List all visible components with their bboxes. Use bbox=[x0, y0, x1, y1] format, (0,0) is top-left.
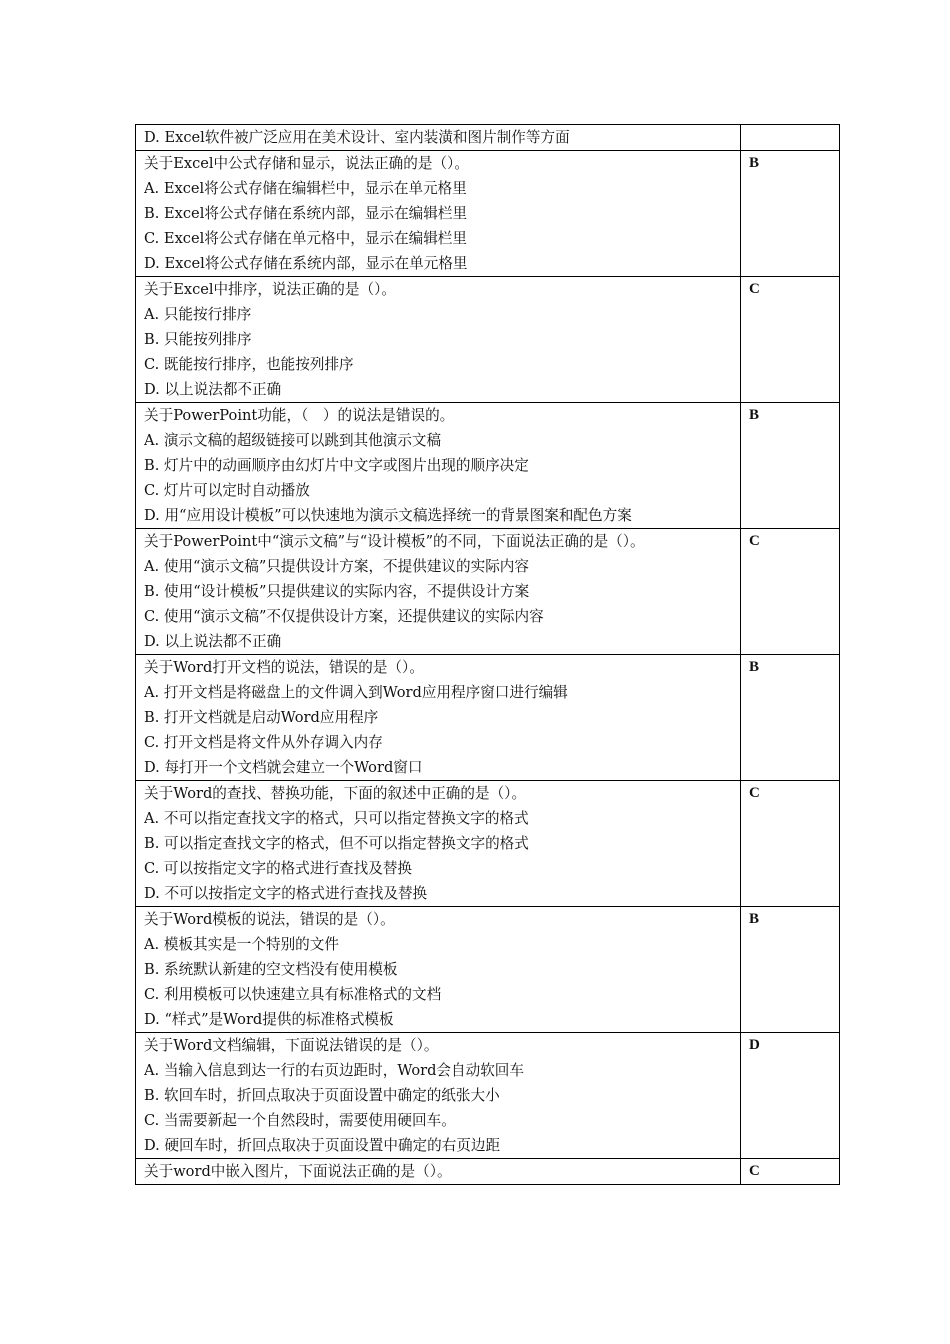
question-table bbox=[135, 124, 840, 1185]
answer-cell bbox=[741, 655, 840, 781]
question-cell bbox=[136, 655, 741, 781]
option-text: A. 当输入信息到达一行的右页边距时，Word会自动软回车 bbox=[144, 1062, 524, 1079]
question-text: 关于Excel中公式存储和显示，说法正确的是（）。 bbox=[144, 155, 469, 172]
question-cell bbox=[136, 403, 741, 529]
option-text: D. Excel将公式存储在系统内部，显示在单元格里 bbox=[144, 255, 468, 272]
option-text: D. 硬回车时，折回点取决于页面设置中确定的右页边距 bbox=[144, 1137, 501, 1154]
question-text: 关于Word的查找、替换功能，下面的叙述中正确的是（）。 bbox=[144, 785, 527, 802]
question-cell bbox=[136, 1033, 741, 1159]
question-row bbox=[136, 125, 840, 151]
question-row bbox=[136, 529, 840, 655]
question-row bbox=[136, 277, 840, 403]
answer-cell bbox=[741, 781, 840, 907]
question-text: 关于Excel中排序，说法正确的是（）。 bbox=[144, 281, 396, 298]
option-text: B. 系统默认新建的空文档没有使用模板 bbox=[144, 961, 398, 978]
option-text: D. “样式”是Word提供的标准格式模板 bbox=[144, 1011, 394, 1028]
option-text: C. Excel将公式存储在单元格中，显示在编辑栏里 bbox=[144, 230, 467, 247]
option-text: D. 每打开一个文档就会建立一个Word窗口 bbox=[144, 759, 423, 776]
question-row bbox=[136, 1159, 840, 1185]
answer-letter: B bbox=[749, 911, 760, 927]
answer-cell bbox=[741, 125, 840, 151]
option-text: C. 打开文档是将文件从外存调入内存 bbox=[144, 734, 383, 751]
question-text: D. Excel软件被广泛应用在美术设计、室内装潢和图片制作等方面 bbox=[144, 129, 570, 146]
answer-letter: C bbox=[749, 533, 760, 549]
answer-letter: C bbox=[749, 1163, 760, 1179]
option-text: D. 不可以按指定文字的格式进行查找及替换 bbox=[144, 885, 428, 902]
question-text: 关于PowerPoint功能，（ ）的说法是错误的。 bbox=[144, 407, 455, 424]
question-text: 关于Word文档编辑，下面说法错误的是（）。 bbox=[144, 1037, 439, 1054]
answer-cell bbox=[741, 1033, 840, 1159]
option-text: B. 可以指定查找文字的格式，但不可以指定替换文字的格式 bbox=[144, 835, 529, 852]
option-text: A. Excel将公式存储在编辑栏中，显示在单元格里 bbox=[144, 180, 467, 197]
option-text: B. 软回车时，折回点取决于页面设置中确定的纸张大小 bbox=[144, 1087, 500, 1104]
answer-cell bbox=[741, 403, 840, 529]
option-text: C. 可以按指定文字的格式进行查找及替换 bbox=[144, 860, 413, 877]
question-cell bbox=[136, 907, 741, 1033]
answer-letter: B bbox=[749, 155, 760, 171]
option-text: C. 灯片可以定时自动播放 bbox=[144, 482, 310, 499]
question-row bbox=[136, 907, 840, 1033]
question-text: 关于Word模板的说法，错误的是（）。 bbox=[144, 911, 395, 928]
answer-letter: C bbox=[749, 281, 760, 297]
option-text: A. 打开文档是将磁盘上的文件调入到Word应用程序窗口进行编辑 bbox=[144, 684, 568, 701]
question-row bbox=[136, 1033, 840, 1159]
question-row bbox=[136, 655, 840, 781]
option-text: B. 只能按列排序 bbox=[144, 331, 252, 348]
answer-cell bbox=[741, 1159, 840, 1185]
question-cell bbox=[136, 781, 741, 907]
question-cell bbox=[136, 277, 741, 403]
option-text: C. 当需要新起一个自然段时，需要使用硬回车。 bbox=[144, 1112, 456, 1129]
option-text: D. 以上说法都不正确 bbox=[144, 381, 282, 398]
option-text: B. 打开文档就是启动Word应用程序 bbox=[144, 709, 379, 726]
answer-cell bbox=[741, 529, 840, 655]
answer-letter: C bbox=[749, 785, 760, 801]
question-text: 关于PowerPoint中“演示文稿”与“设计模板”的不同，下面说法正确的是（）。 bbox=[144, 533, 645, 550]
question-row bbox=[136, 781, 840, 907]
answer-cell bbox=[741, 151, 840, 277]
option-text: A. 只能按行排序 bbox=[144, 306, 252, 323]
option-text: A. 演示文稿的超级链接可以跳到其他演示文稿 bbox=[144, 432, 442, 449]
question-cell bbox=[136, 151, 741, 277]
answer-letter: D bbox=[749, 1037, 760, 1053]
question-row bbox=[136, 151, 840, 277]
option-text: D. 用“应用设计模板”可以快速地为演示文稿选择统一的背景图案和配色方案 bbox=[144, 507, 632, 524]
option-text: C. 利用模板可以快速建立具有标准格式的文档 bbox=[144, 986, 442, 1003]
option-text: B. 使用“设计模板”只提供建议的实际内容，不提供设计方案 bbox=[144, 583, 530, 600]
answer-cell bbox=[741, 907, 840, 1033]
option-text: C. 使用“演示文稿”不仅提供设计方案，还提供建议的实际内容 bbox=[144, 608, 544, 625]
question-text: 关于Word打开文档的说法，错误的是（）。 bbox=[144, 659, 424, 676]
option-text: A. 不可以指定查找文字的格式，只可以指定替换文字的格式 bbox=[144, 810, 529, 827]
question-text: 关于word中嵌入图片，下面说法正确的是（）。 bbox=[144, 1163, 452, 1180]
option-text: B. 灯片中的动画顺序由幻灯片中文字或图片出现的顺序决定 bbox=[144, 457, 529, 474]
question-table-body bbox=[136, 125, 840, 1185]
answer-letter: B bbox=[749, 659, 760, 675]
option-text: A. 模板其实是一个特别的文件 bbox=[144, 936, 339, 953]
answer-letter: B bbox=[749, 407, 760, 423]
question-row bbox=[136, 403, 840, 529]
question-cell bbox=[136, 1159, 741, 1185]
option-text: C. 既能按行排序，也能按列排序 bbox=[144, 356, 354, 373]
question-cell bbox=[136, 529, 741, 655]
option-text: A. 使用“演示文稿”只提供设计方案，不提供建议的实际内容 bbox=[144, 558, 529, 575]
question-cell bbox=[136, 125, 741, 151]
option-text: D. 以上说法都不正确 bbox=[144, 633, 282, 650]
option-text: B. Excel将公式存储在系统内部，显示在编辑栏里 bbox=[144, 205, 468, 222]
answer-cell bbox=[741, 277, 840, 403]
